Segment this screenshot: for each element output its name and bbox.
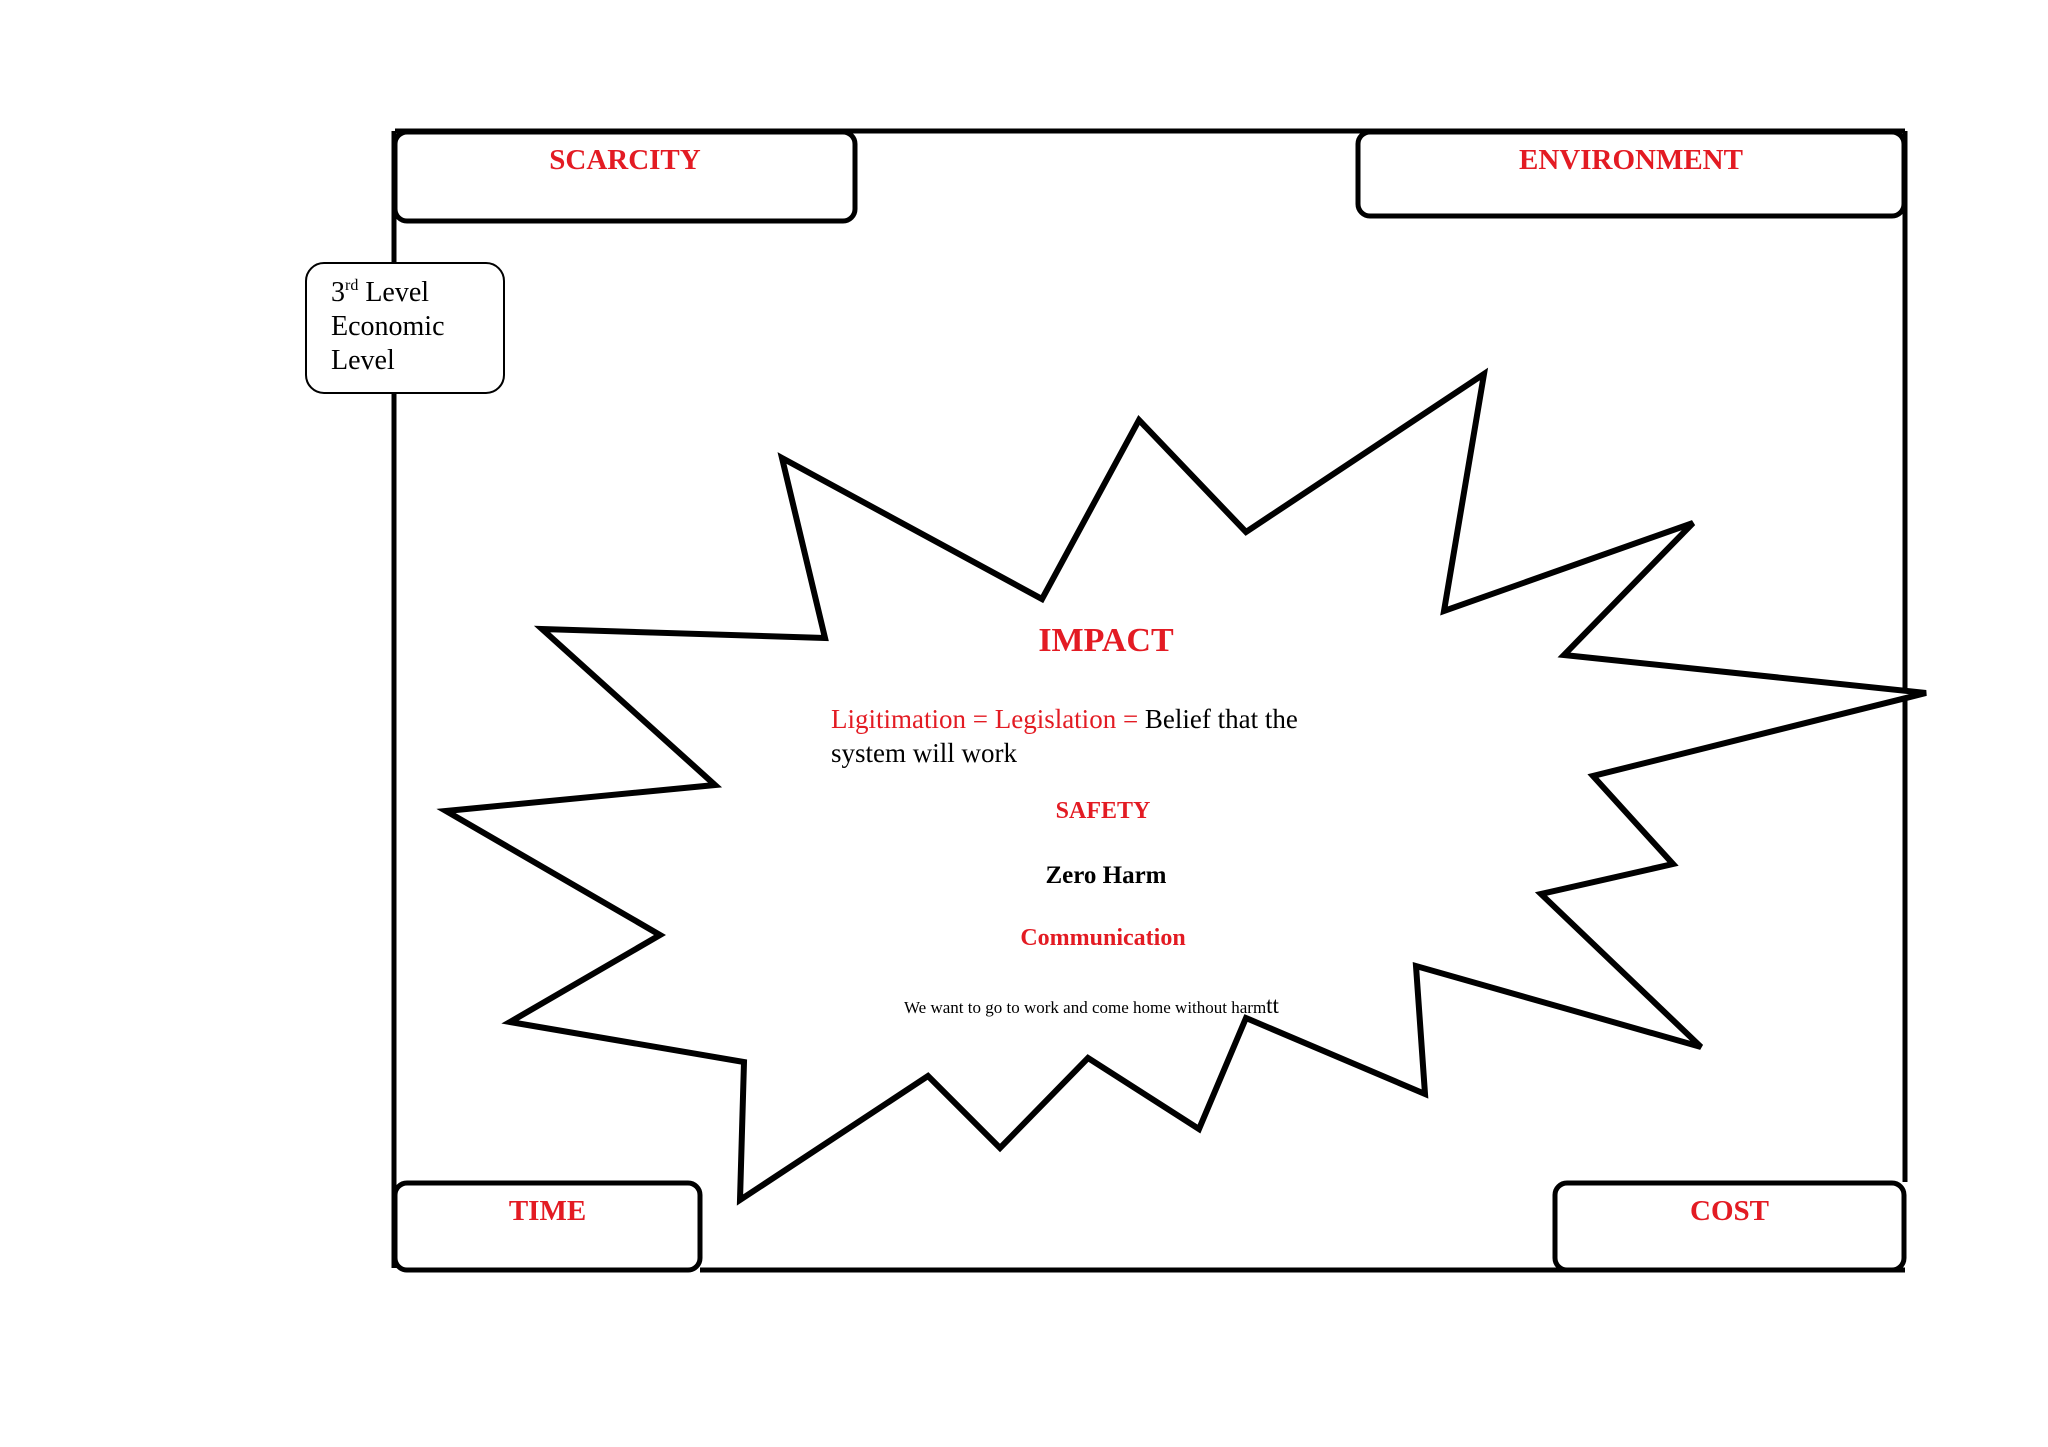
level-line-3: Level bbox=[331, 345, 395, 376]
safety-label: SAFETY bbox=[1055, 798, 1151, 824]
cost-label: COST bbox=[1690, 1195, 1769, 1227]
legitimation-line-2: system will work bbox=[831, 738, 1017, 768]
level-box-text bbox=[331, 276, 445, 378]
level-line-2: Economic bbox=[331, 311, 445, 342]
impact-title: IMPACT bbox=[1038, 622, 1174, 659]
legitimation-black-text: Belief that the bbox=[1144, 704, 1298, 734]
legitimation-statement bbox=[831, 702, 1298, 770]
scarcity-label: SCARCITY bbox=[549, 144, 701, 176]
legitimation-red-text: Ligitimation = Legislation = bbox=[831, 704, 1145, 734]
footer-text: We want to go to work and come home without harm bbox=[904, 998, 1267, 1017]
environment-label: ENVIRONMENT bbox=[1519, 144, 1743, 176]
impact-burst bbox=[446, 374, 1926, 1200]
time-label: TIME bbox=[508, 1195, 587, 1227]
zero-harm-label: Zero Harm bbox=[1045, 862, 1167, 889]
communication-label: Communication bbox=[1020, 925, 1186, 951]
footer-tail: tt bbox=[1266, 993, 1279, 1018]
footer-statement bbox=[904, 993, 1279, 1019]
level-line-1: 3rd Level bbox=[331, 277, 430, 308]
